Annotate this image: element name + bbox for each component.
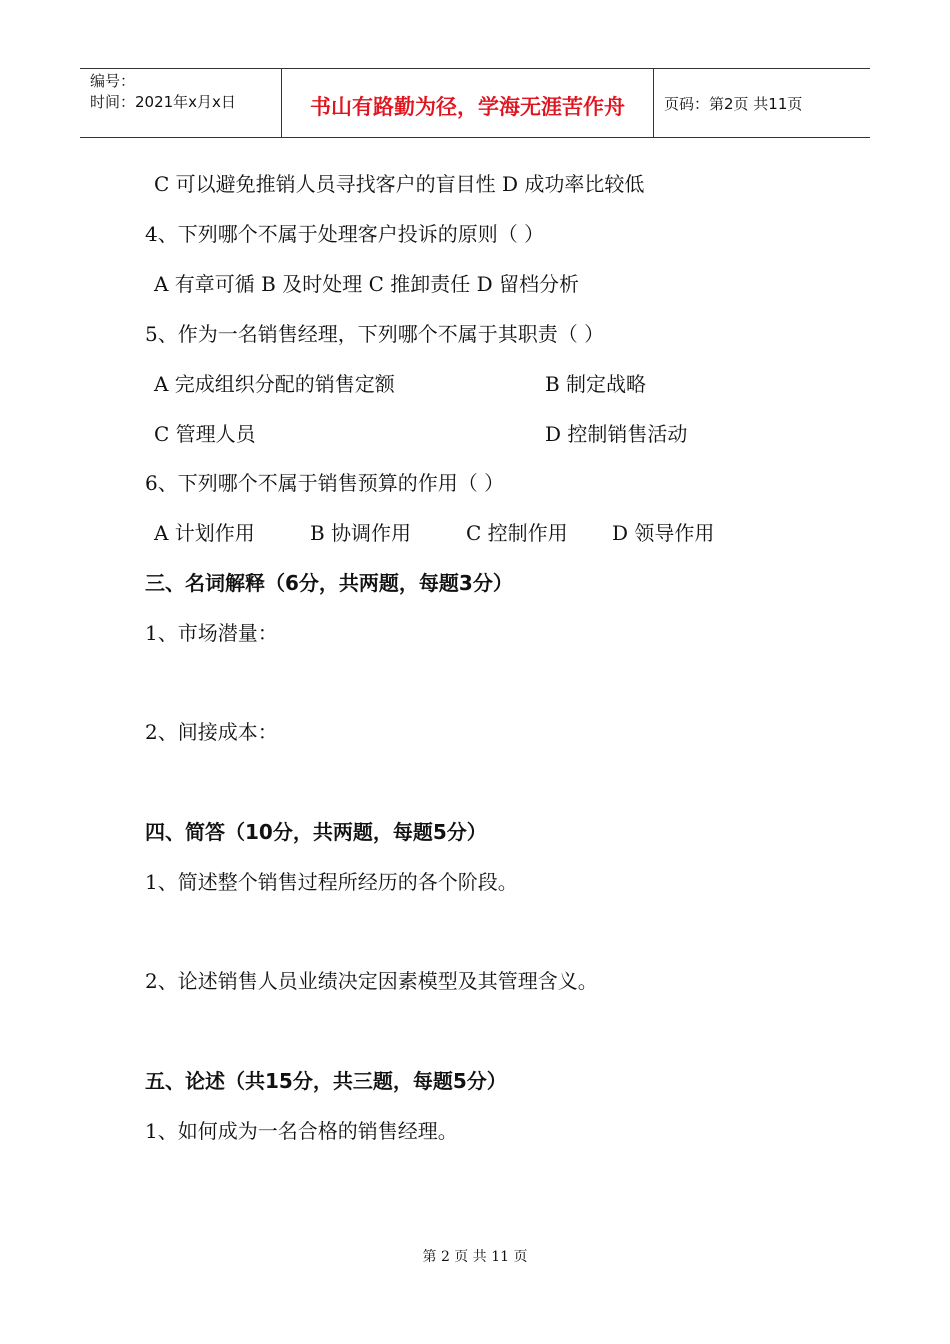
section-5-item-1: 1、如何成为一名合格的销售经理。 xyxy=(145,1119,458,1143)
question-6-option-b: B 协调作用 xyxy=(310,521,412,545)
section-3-heading: 三、名词解释（6分，共两题，每题3分） xyxy=(145,571,513,595)
section-4-item-1: 1、简述整个销售过程所经历的各个阶段。 xyxy=(145,870,518,894)
question-5: 5、作为一名销售经理，下列哪个不属于其职责（ ） xyxy=(145,322,605,346)
page-footer: 第 2 页 共 11 页 xyxy=(422,1249,528,1265)
section-3-item-2: 2、间接成本： xyxy=(145,720,278,744)
question-5-option-c: C 管理人员 xyxy=(154,422,256,446)
option-line: C 可以避免推销人员寻找客户的盲目性 D 成功率比较低 xyxy=(154,172,645,196)
question-4-options: A 有章可循 B 及时处理 C 推卸责任 D 留档分析 xyxy=(154,272,579,296)
header-number-label: 编号： xyxy=(90,72,136,90)
header-time-label: 时间：2021年x月x日 xyxy=(90,93,236,111)
question-6-option-d: D 领导作用 xyxy=(612,521,715,545)
header-motto: 书山有路勤为径，学海无涯苦作舟 xyxy=(310,95,625,119)
question-6: 6、下列哪个不属于销售预算的作用（ ） xyxy=(145,471,505,495)
header-left xyxy=(90,71,236,113)
question-5-option-b: B 制定战略 xyxy=(545,372,647,396)
section-4-heading: 四、简答（10分，共两题，每题5分） xyxy=(145,820,487,844)
header-divider xyxy=(653,69,654,137)
question-5-option-a: A 完成组织分配的销售定额 xyxy=(154,372,395,396)
question-6-option-c: C 控制作用 xyxy=(466,521,568,545)
question-6-option-a: A 计划作用 xyxy=(154,521,255,545)
section-3-item-1: 1、市场潜量： xyxy=(145,621,278,645)
question-5-option-d: D 控制销售活动 xyxy=(545,422,688,446)
question-4: 4、下列哪个不属于处理客户投诉的原则（ ） xyxy=(145,222,545,246)
header-page-info: 页码：第2页 共11页 xyxy=(664,95,803,113)
section-4-item-2: 2、论述销售人员业绩决定因素模型及其管理含义。 xyxy=(145,969,598,993)
section-5-heading: 五、论述（共15分，共三题，每题5分） xyxy=(145,1069,507,1093)
page-header xyxy=(80,68,870,138)
